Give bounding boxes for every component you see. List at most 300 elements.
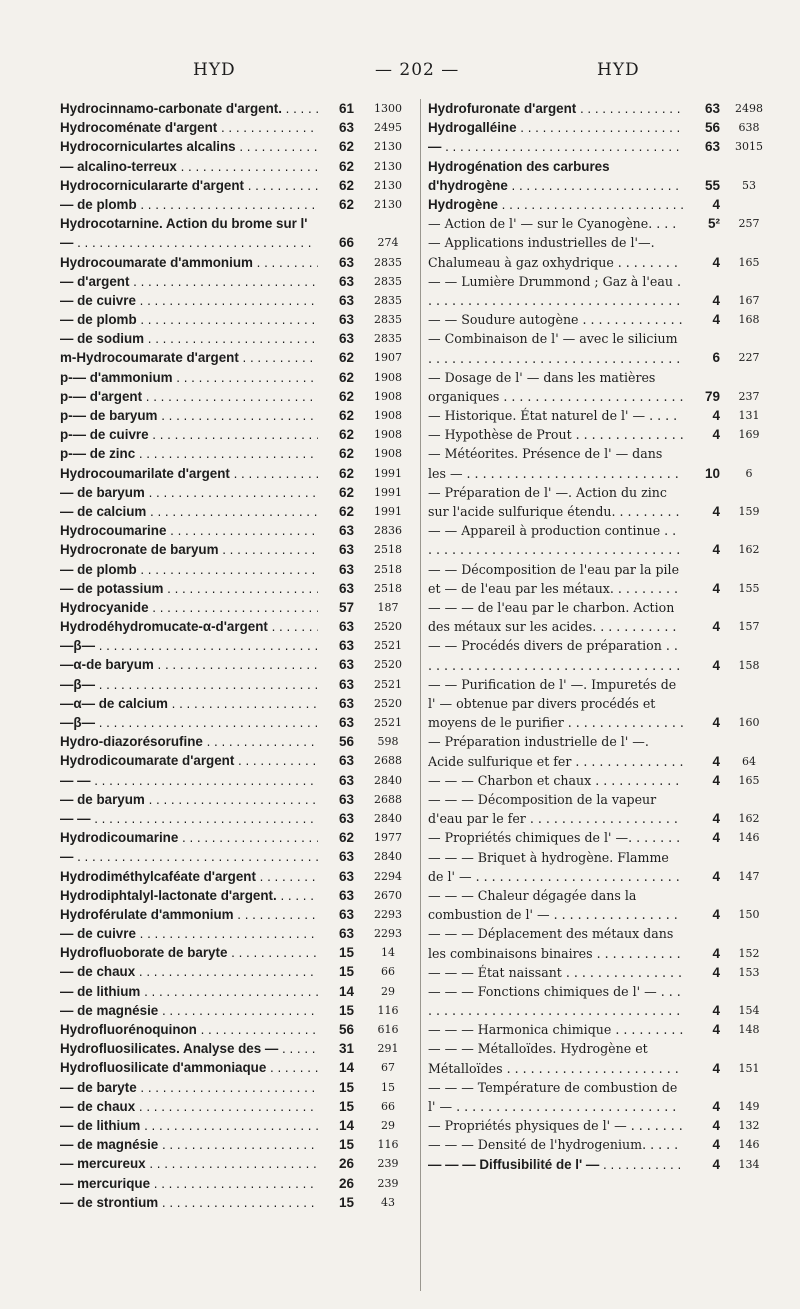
index-entry <box>428 828 772 847</box>
entry-page: 165 <box>738 773 760 787</box>
entry-term: Hydrodiméthylcaféate d'argent . . . <box>60 867 318 886</box>
entry-page: 162 <box>738 812 760 826</box>
entry-term: — Préparation industrielle de l' —. Acide sulfurique et fer . . . <box>428 732 684 770</box>
entry-volume: 62 <box>338 369 354 385</box>
entry-page: 257 <box>738 217 760 231</box>
index-entry <box>428 310 772 329</box>
entry-page: 2521 <box>374 716 402 730</box>
entry-volume: 62 <box>338 139 354 155</box>
entry-volume: 14 <box>338 1117 354 1133</box>
index-entry <box>60 464 416 483</box>
index-entry <box>428 924 772 962</box>
entry-term: — — — Briquet à hydrogène. Flamme de l' — . . . <box>428 848 684 886</box>
entry-volume: 4 <box>712 1003 720 1019</box>
entry-page: 2835 <box>374 293 402 307</box>
index-entry <box>60 348 416 367</box>
index-entry <box>60 867 416 886</box>
entry-volume: 63 <box>338 561 354 577</box>
entry-term: — de potassium . . . <box>60 579 318 598</box>
entry-term: — — — Densité de l'hydrogenium. . . . <box>428 1135 684 1154</box>
entry-term: —β— . . . <box>60 636 318 655</box>
header-left: HYD <box>193 60 236 80</box>
entry-term: m-Hydrocoumarate d'argent . . . <box>60 348 318 367</box>
index-entry <box>428 272 772 310</box>
entry-page: 146 <box>738 1138 760 1152</box>
entry-page: 227 <box>738 351 760 365</box>
entry-term: — Combinaison de l' — avec le silicium . . . <box>428 329 684 367</box>
entry-volume: 62 <box>338 830 354 846</box>
entry-page: 2521 <box>374 677 402 691</box>
index-entry <box>60 425 416 444</box>
index-entry <box>60 176 416 195</box>
entry-page: 151 <box>738 1061 760 1075</box>
entry-term: Hydrodiphtalyl-lactonate d'argent. . . . <box>60 886 318 905</box>
index-entry <box>60 1193 416 1212</box>
entry-volume: 63 <box>338 791 354 807</box>
index-entry <box>60 579 416 598</box>
entry-term: —α— de calcium . . . <box>60 694 318 713</box>
entry-page: 168 <box>738 313 760 327</box>
entry-term: — de magnésie . . . <box>60 1001 318 1020</box>
entry-page: 169 <box>738 428 760 442</box>
left-index-column <box>60 99 416 1212</box>
index-entry <box>428 886 772 924</box>
entry-term: Hydrodéhydromucate-α-d'argent . . . <box>60 617 318 636</box>
entry-volume: 15 <box>338 964 354 980</box>
entry-volume: 5² <box>707 216 720 232</box>
entry-page: 43 <box>381 1195 395 1209</box>
entry-page: 1991 <box>374 466 402 480</box>
entry-volume: 15 <box>338 945 354 961</box>
index-entry <box>60 1001 416 1020</box>
entry-volume: 63 <box>338 676 354 692</box>
entry-term: — de plomb . . . <box>60 195 318 214</box>
entry-page: 2518 <box>374 543 402 557</box>
entry-page: 1907 <box>374 351 402 365</box>
entry-page: 148 <box>738 1023 760 1037</box>
index-entry <box>60 962 416 981</box>
entry-term: — Hypothèse de Prout . . . <box>428 425 684 444</box>
entry-term: p-— d'argent . . . <box>60 387 318 406</box>
entry-page: 2495 <box>374 121 402 135</box>
index-entry <box>60 99 416 118</box>
index-entry <box>60 809 416 828</box>
entry-term: — . . . <box>60 847 318 866</box>
entry-volume: 63 <box>338 906 354 922</box>
entry-page: 2498 <box>735 102 763 115</box>
entry-term: — de cuivre . . . <box>60 924 318 943</box>
entry-volume: 4 <box>712 427 720 443</box>
entry-page: 165 <box>738 255 760 269</box>
entry-page: 131 <box>738 409 760 423</box>
index-entry <box>60 195 416 214</box>
index-entry <box>60 368 416 387</box>
entry-volume: 26 <box>338 1175 354 1191</box>
index-entry <box>428 329 772 367</box>
index-entry <box>60 713 416 732</box>
entry-term: — — — de l'eau par le charbon. Action des métaux sur les acides. . . . <box>428 598 684 636</box>
index-entry <box>60 828 416 847</box>
entry-volume: 63 <box>338 926 354 942</box>
entry-volume: 57 <box>338 599 354 615</box>
index-entry <box>60 1058 416 1077</box>
index-entry <box>60 540 416 559</box>
entry-page: 2688 <box>374 754 402 768</box>
entry-volume: 56 <box>338 1022 354 1038</box>
index-entry <box>428 483 772 521</box>
entry-term: Hydrocinnamo-carbonate d'argent. . . . <box>60 99 318 118</box>
entry-page: 2835 <box>374 255 402 269</box>
entry-term: — Météorites. Présence de l' — dans les — . . . <box>428 444 684 482</box>
entry-term: — de strontium . . . <box>60 1193 318 1212</box>
index-entry <box>428 214 772 233</box>
entry-page: 1991 <box>374 504 402 518</box>
entry-page: 66 <box>381 1099 395 1113</box>
entry-page: 29 <box>381 1118 395 1132</box>
entry-term: Hydro-diazorésorufine . . . <box>60 732 318 751</box>
index-entry <box>60 329 416 348</box>
entry-volume: 63 <box>338 638 354 654</box>
entry-term: Hydrodicoumarate d'argent . . . <box>60 751 318 770</box>
entry-page: 116 <box>377 1003 399 1017</box>
entry-volume: 4 <box>712 1118 720 1134</box>
entry-volume: 15 <box>338 1194 354 1210</box>
entry-term: — — — Diffusibilité de l' — . . . <box>428 1155 684 1174</box>
entry-volume: 62 <box>338 158 354 174</box>
entry-term: — — Décomposition de l'eau par la pile et — de l'eau par les métaux. . . . <box>428 560 684 598</box>
entry-page: 291 <box>377 1042 399 1056</box>
entry-term: —β— . . . <box>60 713 318 732</box>
entry-page: 2836 <box>374 524 402 538</box>
entry-volume: 4 <box>712 964 720 980</box>
entry-page: 14 <box>381 946 395 960</box>
entry-volume: 4 <box>712 945 720 961</box>
entry-term: — — . . . <box>60 809 318 828</box>
index-entry <box>428 771 772 790</box>
entry-page: 2670 <box>374 888 402 902</box>
entry-page: 160 <box>738 716 760 730</box>
entry-volume: 15 <box>338 1002 354 1018</box>
entry-term: —α-de baryum . . . <box>60 655 318 674</box>
entry-page: 237 <box>738 389 760 403</box>
index-entry <box>428 636 772 674</box>
entry-volume: 63 <box>338 810 354 826</box>
entry-page: 153 <box>738 965 760 979</box>
index-entry <box>428 982 772 1020</box>
entry-volume: 62 <box>338 465 354 481</box>
entry-term: — — — Déplacement des métaux dans les combinaisons binaires . . . <box>428 924 684 962</box>
index-entry <box>60 847 416 866</box>
entry-page: 2688 <box>374 792 402 806</box>
entry-volume: 4 <box>712 312 720 328</box>
entry-term: — de cuivre . . . <box>60 291 318 310</box>
index-entry <box>60 214 416 252</box>
entry-volume: 63 <box>338 772 354 788</box>
entry-volume: 4 <box>712 811 720 827</box>
index-entry <box>60 444 416 463</box>
entry-term: Hydrogalléine . . . <box>428 118 684 137</box>
index-entry <box>60 1078 416 1097</box>
entry-term: — de plomb . . . <box>60 310 318 329</box>
entry-term: Hydrodicoumarine . . . <box>60 828 318 847</box>
index-entry <box>60 118 416 137</box>
entry-volume: 55 <box>704 177 720 193</box>
entry-term: — mercureux . . . <box>60 1154 318 1173</box>
entry-volume: 4 <box>712 1156 720 1172</box>
entry-page: 2520 <box>374 658 402 672</box>
entry-volume: 4 <box>712 772 720 788</box>
entry-page: 2130 <box>374 178 402 192</box>
index-entry <box>60 732 416 751</box>
index-entry <box>60 771 416 790</box>
entry-volume: 61 <box>338 101 354 116</box>
index-entry <box>60 1116 416 1135</box>
index-entry <box>428 406 772 425</box>
entry-page: 152 <box>738 946 760 960</box>
entry-term: — de magnésie . . . <box>60 1135 318 1154</box>
right-index-column <box>428 99 772 1174</box>
entry-page: 598 <box>377 735 399 749</box>
entry-page: 1908 <box>374 409 402 423</box>
entry-volume: 62 <box>338 484 354 500</box>
index-entry <box>60 560 416 579</box>
entry-volume: 62 <box>338 408 354 424</box>
entry-volume: 4 <box>712 868 720 884</box>
entry-volume: 62 <box>338 446 354 462</box>
entry-page: 1300 <box>374 102 402 115</box>
entry-page: 158 <box>738 658 760 672</box>
entry-page: 66 <box>381 965 395 979</box>
index-entry <box>428 444 772 482</box>
index-entry <box>428 118 772 137</box>
entry-volume: 63 <box>338 580 354 596</box>
index-entry <box>60 751 416 770</box>
entry-volume: 4 <box>712 1099 720 1115</box>
entry-term: — — — Décomposition de la vapeur d'eau par le fer . . . <box>428 790 684 828</box>
entry-volume: 31 <box>338 1041 354 1057</box>
entry-page: 2835 <box>374 274 402 288</box>
entry-volume: 4 <box>712 715 720 731</box>
entry-volume: 63 <box>338 273 354 289</box>
entry-page: 2835 <box>374 313 402 327</box>
index-entry <box>428 1039 772 1077</box>
entry-term: — Action de l' — sur le Cyanogène. . . . <box>428 214 684 233</box>
entry-term: Hydrofluosilicate d'ammoniaque . . . <box>60 1058 318 1077</box>
entry-volume: 62 <box>338 388 354 404</box>
entry-term: — — . . . <box>60 771 318 790</box>
entry-term: — de calcium . . . <box>60 502 318 521</box>
entry-page: 1908 <box>374 389 402 403</box>
index-entry <box>428 1020 772 1039</box>
entry-volume: 63 <box>338 254 354 270</box>
entry-page: 1991 <box>374 485 402 499</box>
index-entry <box>428 963 772 982</box>
index-entry <box>428 233 772 271</box>
entry-page: 1908 <box>374 370 402 384</box>
index-entry <box>60 982 416 1001</box>
entry-volume: 66 <box>338 235 354 251</box>
entry-page: 2520 <box>374 696 402 710</box>
entry-volume: 63 <box>338 331 354 347</box>
entry-volume: 63 <box>338 695 354 711</box>
entry-volume: 63 <box>338 887 354 903</box>
entry-page: 149 <box>738 1100 760 1114</box>
entry-volume: 62 <box>338 350 354 366</box>
running-header <box>0 60 800 84</box>
entry-term: — de baryum . . . <box>60 790 318 809</box>
entry-page: 2293 <box>374 927 402 941</box>
entry-page: 53 <box>742 178 756 192</box>
entry-term: — — Soudure autogène . . . <box>428 310 684 329</box>
entry-page: 2293 <box>374 907 402 921</box>
entry-volume: 63 <box>338 753 354 769</box>
index-entry <box>60 137 416 156</box>
entry-volume: 6 <box>712 350 720 366</box>
entry-volume: 62 <box>338 177 354 193</box>
index-entry <box>60 924 416 943</box>
entry-term: — alcalino-terreux . . . <box>60 157 318 176</box>
entry-volume: 63 <box>338 657 354 673</box>
entry-term: Hydrocronate de baryum . . . <box>60 540 318 559</box>
entry-volume: 63 <box>338 868 354 884</box>
index-entry <box>60 406 416 425</box>
entry-term: — Propriétés chimiques de l' —. . . . <box>428 828 684 847</box>
entry-page: 116 <box>377 1138 399 1152</box>
entry-volume: 4 <box>712 196 720 212</box>
index-entry <box>428 598 772 636</box>
entry-page: 1977 <box>374 831 402 845</box>
entry-page: 167 <box>738 293 760 307</box>
index-entry <box>60 1020 416 1039</box>
entry-volume: 63 <box>338 849 354 865</box>
entry-page: 638 <box>738 121 760 135</box>
entry-term: Hydrocoumarine . . . <box>60 521 318 540</box>
entry-volume: 4 <box>712 254 720 270</box>
entry-term: Hydrocyanide . . . <box>60 598 318 617</box>
entry-volume: 63 <box>704 101 720 116</box>
index-entry <box>428 137 772 156</box>
entry-page: 2130 <box>374 197 402 211</box>
entry-page: 2840 <box>374 850 402 864</box>
entry-term: — — — Métalloïdes. Hydrogène et Métalloïdes . . . <box>428 1039 684 1077</box>
entry-volume: 26 <box>338 1156 354 1172</box>
entry-page: 29 <box>381 984 395 998</box>
entry-page: 239 <box>377 1157 399 1171</box>
entry-page: 67 <box>381 1061 395 1075</box>
entry-page: 1908 <box>374 447 402 461</box>
entry-page: 274 <box>377 236 399 250</box>
entry-term: — de plomb . . . <box>60 560 318 579</box>
entry-page: 157 <box>738 620 760 634</box>
entry-volume: 14 <box>338 983 354 999</box>
index-entry <box>428 732 772 770</box>
index-entry <box>428 1078 772 1116</box>
entry-term: Hydrofluoborate de baryte . . . <box>60 943 318 962</box>
entry-page: 2518 <box>374 562 402 576</box>
entry-volume: 62 <box>338 503 354 519</box>
entry-term: — de sodium . . . <box>60 329 318 348</box>
entry-term: Hydrocorniculararte d'argent . . . <box>60 176 318 195</box>
index-entry <box>60 694 416 713</box>
entry-page: 2130 <box>374 140 402 154</box>
entry-volume: 4 <box>712 542 720 558</box>
entry-volume: 4 <box>712 292 720 308</box>
entry-volume: 4 <box>712 504 720 520</box>
index-entry <box>60 790 416 809</box>
entry-volume: 4 <box>712 657 720 673</box>
index-entry <box>60 886 416 905</box>
entry-term: Hydrofluosilicates. Analyse des — . . . <box>60 1039 318 1058</box>
entry-term: — de lithium . . . <box>60 982 318 1001</box>
entry-page: 2840 <box>374 811 402 825</box>
entry-volume: 63 <box>338 542 354 558</box>
entry-page: 162 <box>738 543 760 557</box>
entry-term: — mercurique . . . <box>60 1174 318 1193</box>
entry-volume: 10 <box>704 465 720 481</box>
index-entry <box>60 157 416 176</box>
entry-term: p-— de baryum . . . <box>60 406 318 425</box>
index-entry <box>60 253 416 272</box>
index-entry <box>60 272 416 291</box>
index-entry <box>60 310 416 329</box>
entry-page: 132 <box>738 1119 760 1133</box>
entry-term: Hydrofluorénoquinon . . . <box>60 1020 318 1039</box>
index-entry <box>60 1039 416 1058</box>
entry-page: 616 <box>377 1023 399 1037</box>
entry-term: Hydrogène . . . <box>428 195 684 214</box>
entry-volume: 56 <box>704 120 720 136</box>
entry-volume: 56 <box>338 734 354 750</box>
entry-page: 154 <box>738 1004 760 1018</box>
entry-page: 3015 <box>735 140 763 154</box>
entry-term: — — — Température de combustion de l' — . . . <box>428 1078 684 1116</box>
entry-term: p-— de cuivre . . . <box>60 425 318 444</box>
entry-volume: 15 <box>338 1137 354 1153</box>
entry-term: — — — État naissant . . . <box>428 963 684 982</box>
entry-volume: 63 <box>704 139 720 155</box>
entry-page: 2294 <box>374 869 402 883</box>
entry-term: —β— . . . <box>60 675 318 694</box>
entry-term: — Dosage de l' — dans les matières organiques . . . <box>428 368 684 406</box>
entry-term: Hydrofuronate d'argent . . . <box>428 99 684 118</box>
index-entry <box>60 387 416 406</box>
entry-term: Hydrocoumarate d'ammonium . . . <box>60 253 318 272</box>
entry-term: — . . . <box>428 137 684 156</box>
index-entry <box>428 790 772 828</box>
entry-term: Hydrocorniculartes alcalins . . . <box>60 137 318 156</box>
entry-page: 155 <box>738 581 760 595</box>
entry-page: 134 <box>738 1157 760 1171</box>
entry-page: 146 <box>738 831 760 845</box>
header-page-number: — 202 — <box>375 60 460 80</box>
entry-volume: 4 <box>712 408 720 424</box>
entry-term: — — Purification de l' —. Impuretés de l' — obtenue par divers procédés et moyens de le purifier . . . <box>428 675 684 733</box>
index-entry <box>60 291 416 310</box>
entry-page: 2130 <box>374 159 402 173</box>
index-entry <box>60 636 416 655</box>
entry-term: — — Lumière Drummond ; Gaz à l'eau . . . <box>428 272 684 310</box>
entry-volume: 15 <box>338 1098 354 1114</box>
entry-term: — Historique. État naturel de l' — . . . <box>428 406 684 425</box>
index-entry <box>428 99 772 118</box>
entry-page: 150 <box>738 908 760 922</box>
entry-term: — — Appareil à production continue . . . <box>428 521 684 559</box>
index-entry <box>60 1154 416 1173</box>
index-entry <box>60 655 416 674</box>
entry-volume: 14 <box>338 1060 354 1076</box>
entry-volume: 4 <box>712 907 720 923</box>
index-entry <box>60 1174 416 1193</box>
